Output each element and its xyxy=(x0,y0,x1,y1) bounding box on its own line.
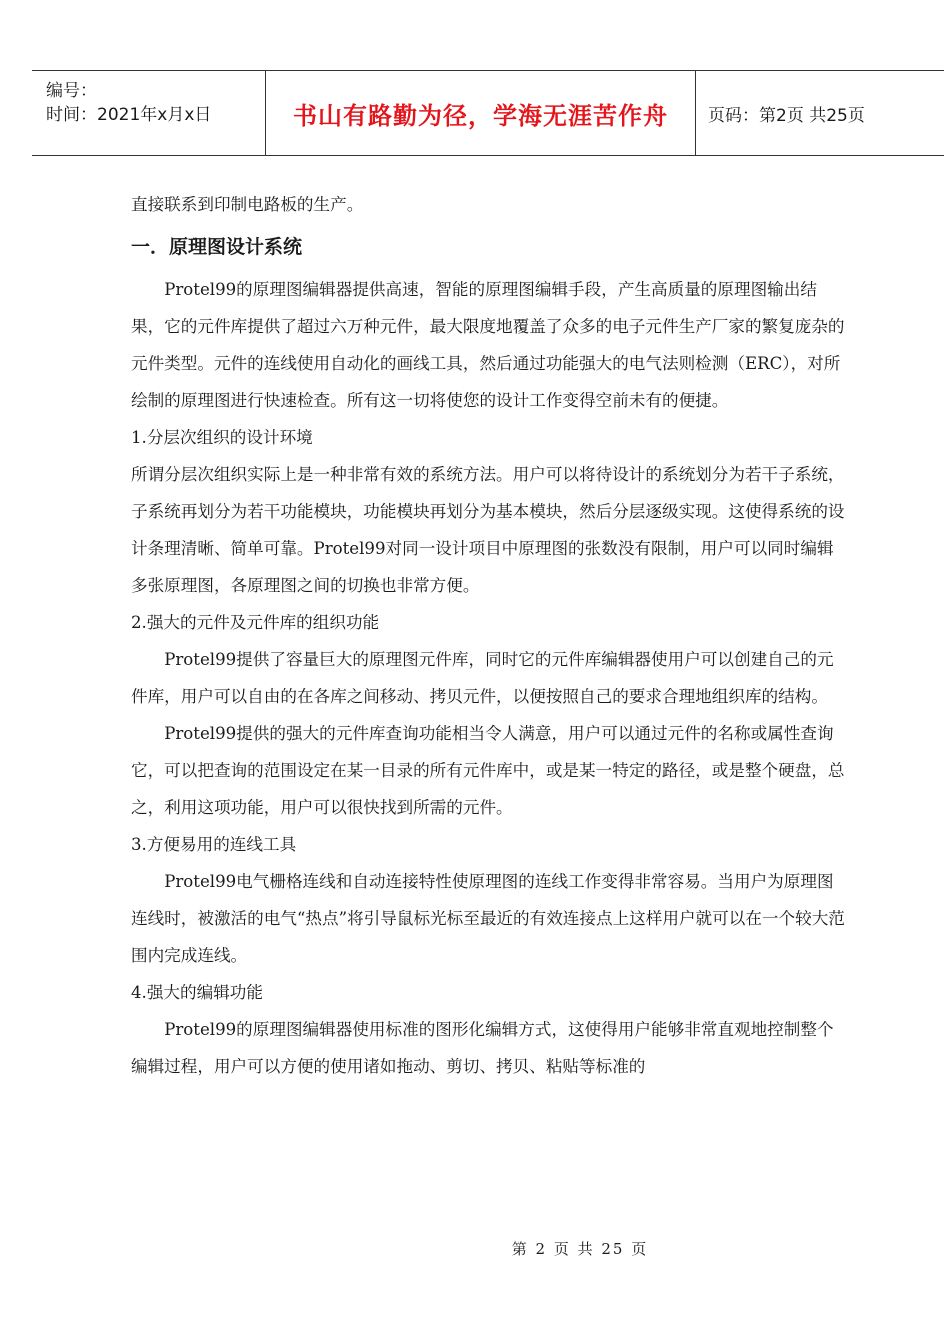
paragraph-3: Protel99提供了容量巨大的原理图元件库，同时它的元件库编辑器使用户可以创建自己的元件库，用户可以自由的在各库之间移动、拷贝元件，以便按照自己的要求合理地组织库的结构。 xyxy=(131,650,834,706)
document-number-label: 编号： xyxy=(46,81,97,101)
document-time-label: 时间：2021年x月x日 xyxy=(46,105,212,125)
subheading-3: 3.方便易用的连线工具 xyxy=(131,835,297,854)
header-page-cell xyxy=(696,71,944,155)
header-motto: 书山有路勤为径，学海无涯苦作舟 xyxy=(293,101,668,130)
paragraph-6: Protel99的原理图编辑器使用标准的图形化编辑方式，这使得用户能够非常直观地控制整个编辑过程，用户可以方便的使用诸如拖动、剪切、拷贝、粘贴等标准的 xyxy=(131,1020,834,1076)
paragraph-1: Protel99的原理图编辑器提供高速，智能的原理图编辑手段，产生高质量的原理图输出结果，它的元件库提供了超过六万种元件，最大限度地覆盖了众多的电子元件生产厂家的繁复庞杂的元件类型。元件的连线使用自动化的画线工具，然后通过功能强大的电气法则检测（ERC），对所绘制的原理图进行快速检查。所有这一切将使您的设计工作变得空前未有的便捷。 xyxy=(131,280,845,410)
subheading-1: 1.分层次组织的设计环境 xyxy=(131,428,313,447)
header-page-info: 页码：第2页 共25页 xyxy=(708,105,865,126)
subheading-2: 2.强大的元件及元件库的组织功能 xyxy=(131,613,380,632)
subheading-4: 4.强大的编辑功能 xyxy=(131,983,263,1002)
page-footer xyxy=(0,1238,950,1259)
document-body xyxy=(131,186,846,1085)
header-meta-cell xyxy=(32,71,265,155)
intro-line: 直接联系到印制电路板的生产。 xyxy=(131,195,364,214)
document-header xyxy=(32,70,944,156)
paragraph-4: Protel99提供的强大的元件库查询功能相当令人满意，用户可以通过元件的名称或属性查询它，可以把查询的范围设定在某一目录的所有元件库中，或是某一特定的路径，或是整个硬盘，总之，利用这项功能，用户可以很快找到所需的元件。 xyxy=(131,724,845,817)
paragraph-2: 所谓分层次组织实际上是一种非常有效的系统方法。用户可以将待设计的系统划分为若干子系统，子系统再划分为若干功能模块，功能模块再划分为基本模块，然后分层逐级实现。这使得系统的设计条理清晰、简单可靠。Protel99对同一设计项目中原理图的张数没有限制，用户可以同时编辑多张原理图，各原理图之间的切换也非常方便。 xyxy=(131,465,845,595)
footer-page-number: 第 2 页 共 25 页 xyxy=(511,1240,649,1258)
paragraph-5: Protel99电气栅格连线和自动连接特性使原理图的连线工作变得非常容易。当用户为原理图连线时，被激活的电气“热点”将引导鼠标光标至最近的有效连接点上这样用户就可以在一个较大范围内完成连线。 xyxy=(131,872,845,965)
header-motto-cell xyxy=(265,71,696,155)
section-title: 一．原理图设计系统 xyxy=(131,236,303,258)
